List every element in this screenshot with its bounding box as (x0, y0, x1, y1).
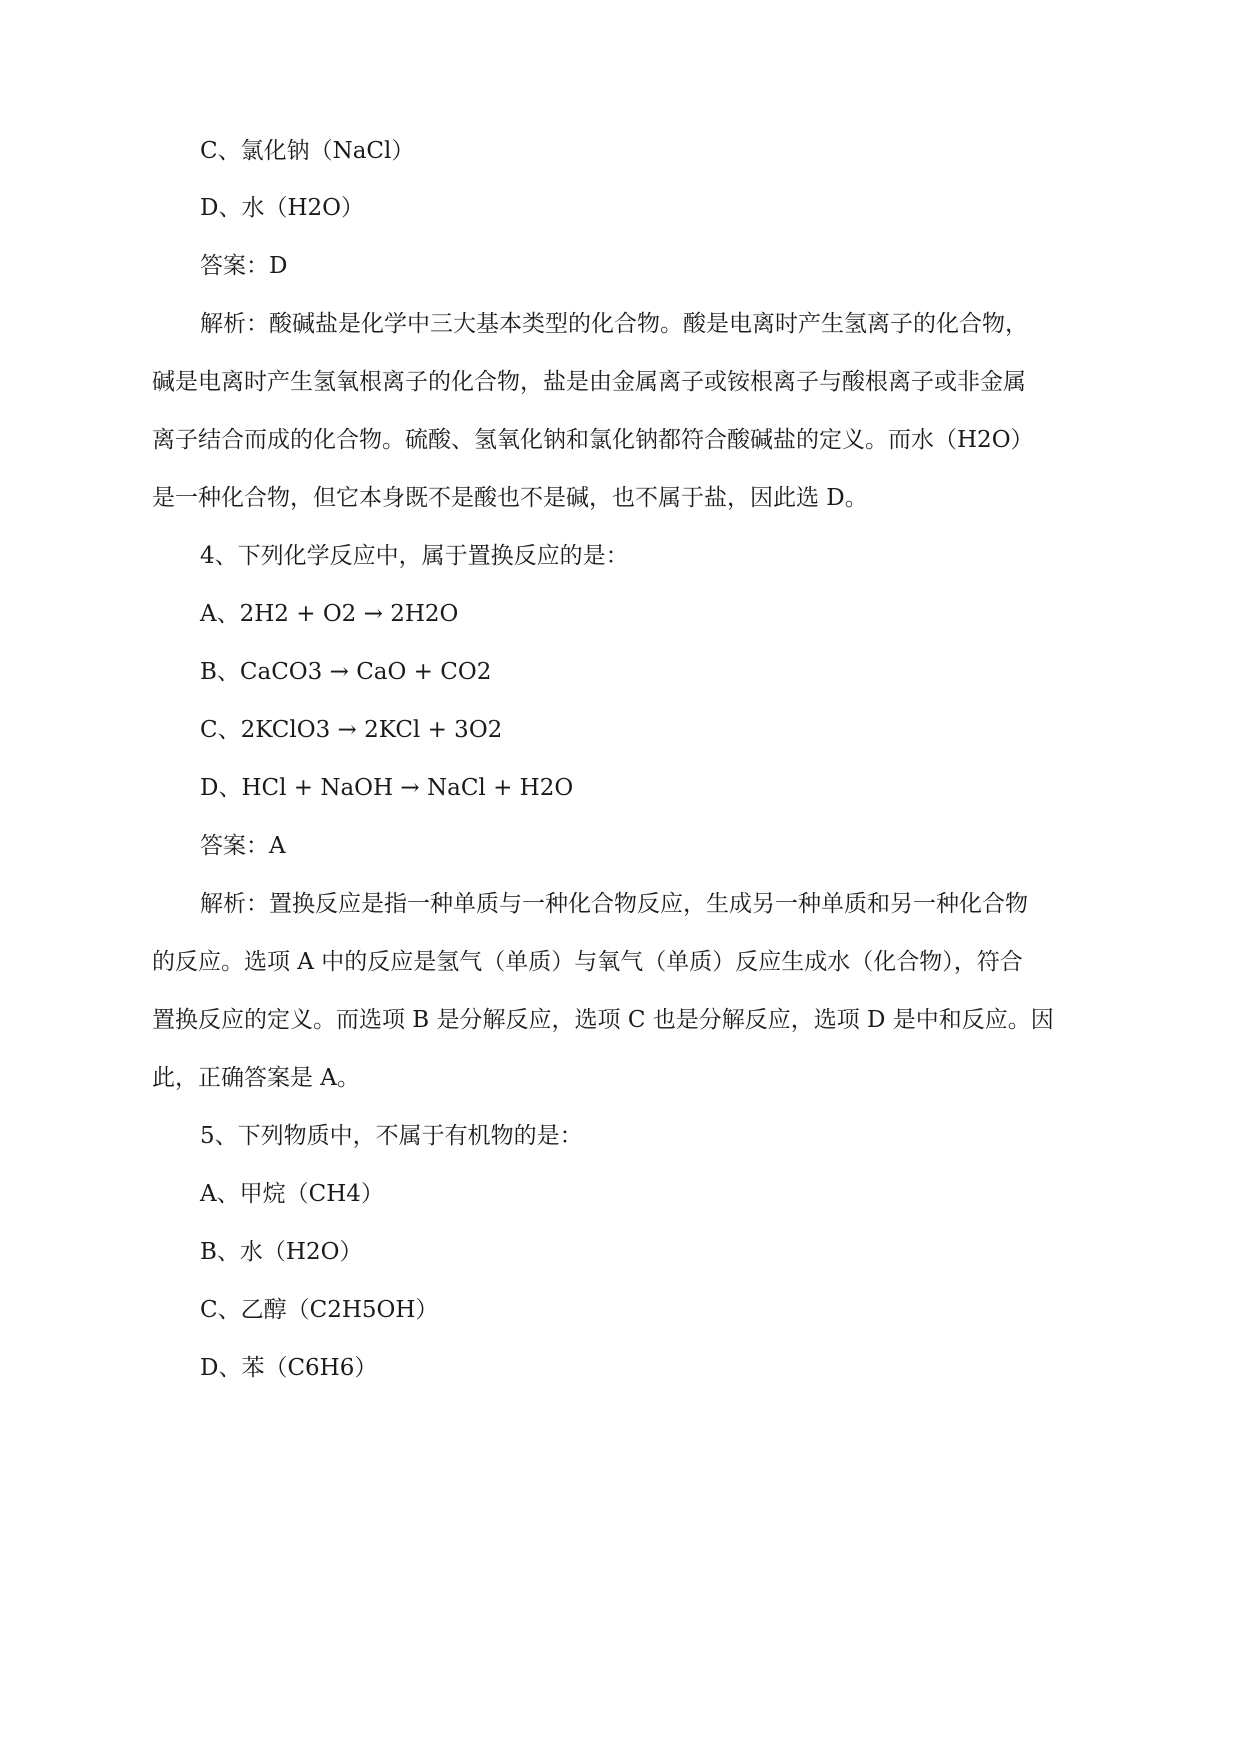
analysis-paragraph-line: 离子结合而成的化合物。硫酸、氢氧化钠和氯化钠都符合酸碱盐的定义。而水（H2O） (152, 427, 1034, 453)
question-5-option-a: A、甲烷（CH4） (200, 1181, 384, 1207)
question-4-option-d: D、HCl + NaOH → NaCl + H2O (200, 775, 574, 801)
question-4-option-a: A、2H2 + O2 → 2H2O (200, 601, 459, 627)
analysis-paragraph-line: 是一种化合物，但它本身既不是酸也不是碱，也不属于盐，因此选 D。 (152, 485, 868, 511)
question-5-option-d: D、苯（C6H6） (200, 1355, 378, 1381)
question-4-analysis-line: 的反应。选项 A 中的反应是氢气（单质）与氧气（单质）反应生成水（化合物），符合 (152, 949, 1023, 975)
analysis-paragraph-line: 解析：酸碱盐是化学中三大基本类型的化合物。酸是电离时产生氢离子的化合物， (200, 311, 1028, 337)
question-4-answer: 答案：A (200, 833, 286, 859)
question-4-option-c: C、2KClO3 → 2KCl + 3O2 (200, 717, 503, 743)
question-4-analysis-line: 解析：置换反应是指一种单质与一种化合物反应，生成另一种单质和另一种化合物 (200, 891, 1028, 917)
question-4-option-b: B、CaCO3 → CaO + CO2 (200, 659, 492, 685)
question-4-analysis-line: 置换反应的定义。而选项 B 是分解反应，选项 C 也是分解反应，选项 D 是中和反应。因 (152, 1007, 1054, 1033)
question-5-option-c: C、乙醇（C2H5OH） (200, 1297, 439, 1323)
analysis-paragraph-line: 碱是电离时产生氢氧根离子的化合物，盐是由金属离子或铵根离子与酸根离子或非金属 (152, 369, 1026, 395)
answer-line: 答案：D (200, 253, 288, 279)
question-5-title: 5、下列物质中，不属于有机物的是： (200, 1123, 583, 1149)
option-d-line: D、水（H2O） (200, 195, 364, 221)
question-4-title: 4、下列化学反应中，属于置换反应的是： (200, 543, 629, 569)
question-4-analysis-line: 此，正确答案是 A。 (152, 1065, 360, 1091)
question-5-option-b: B、水（H2O） (200, 1239, 363, 1265)
option-c-line: C、氯化钠（NaCl） (200, 138, 415, 164)
